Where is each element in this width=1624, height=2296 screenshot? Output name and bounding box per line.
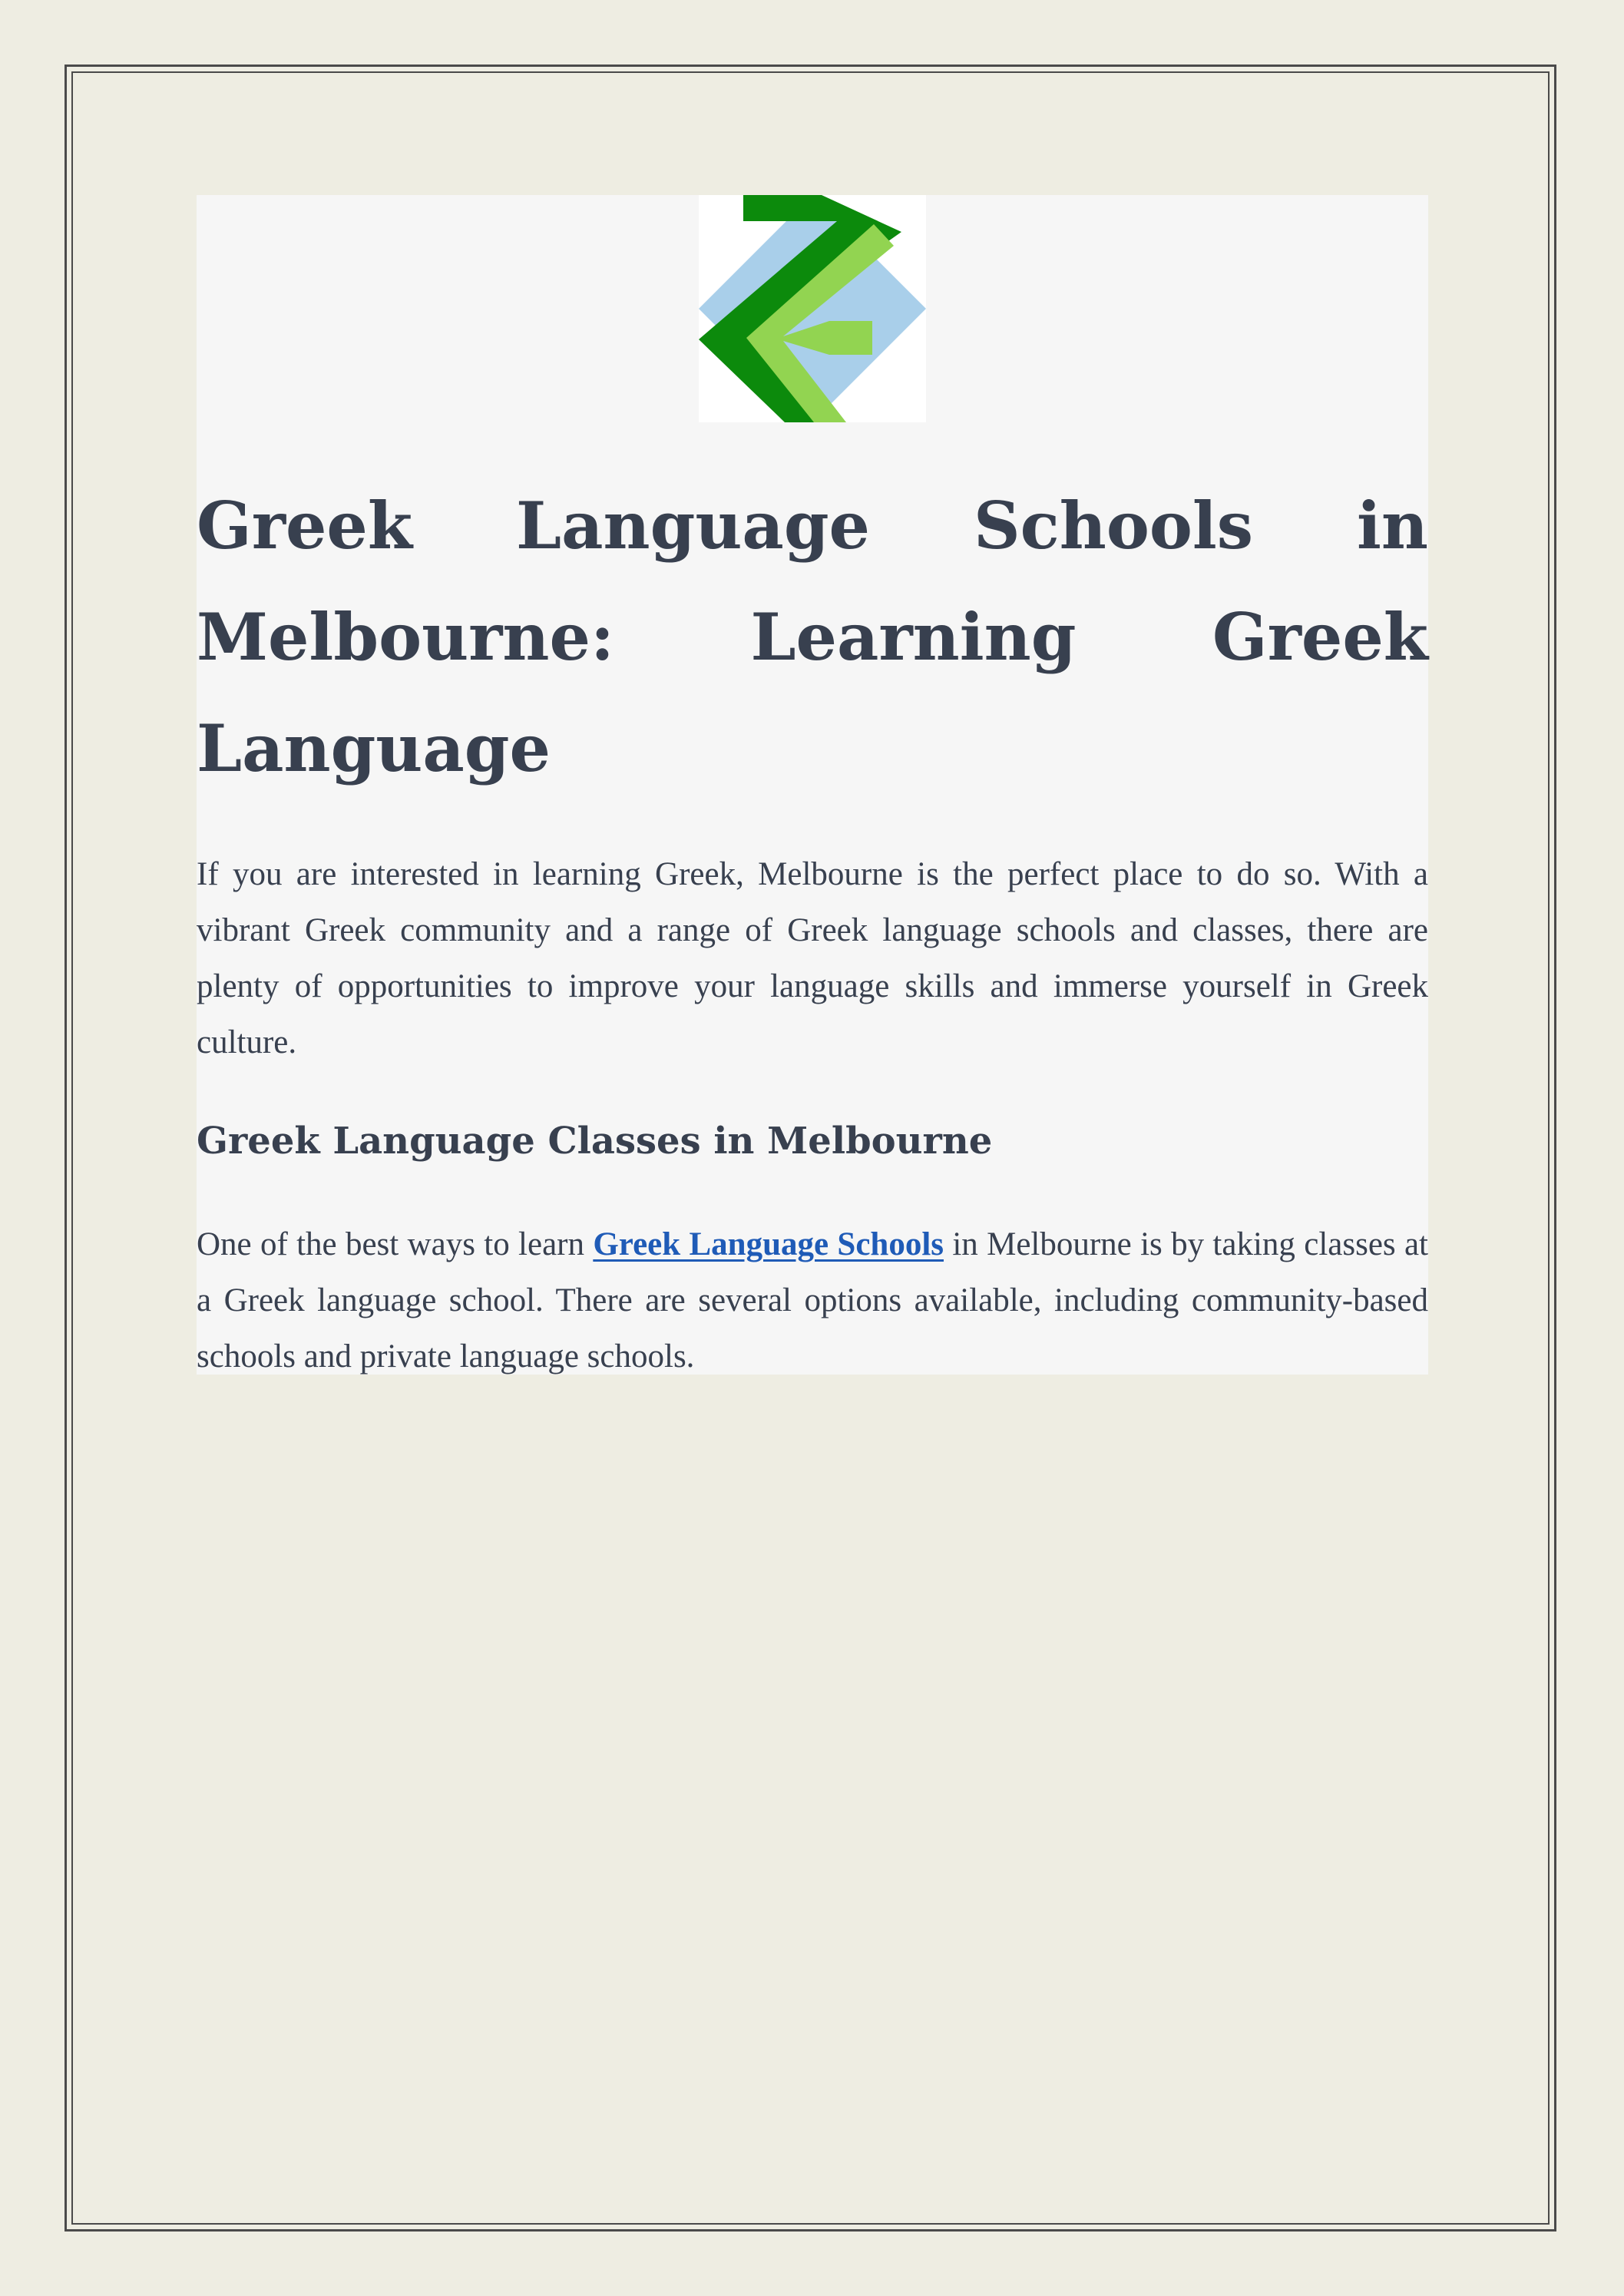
page-title: Greek Language Schools in Melbourne: Learning Greek Language: [197, 488, 1428, 786]
logo-image: [699, 195, 926, 422]
section-heading: Greek Language Classes in Melbourne: [197, 1120, 993, 1163]
greek-language-schools-link[interactable]: Greek Language Schools: [593, 1226, 944, 1262]
section-paragraph-text-after: in Melbourne is by taking classes at a Greek language school. There are several options available, including community-based schools and private language schools.: [197, 1226, 1429, 1375]
green-arrow-diamond-logo-icon: [699, 195, 926, 422]
document-content: [197, 195, 1428, 1375]
intro-paragraph: If you are interested in learning Greek, Melbourne is the perfect place to do so. With a vibrant Greek community and a range of Greek language schools and classes, there are plenty of opportunities to improve your language skills and immerse yourself in Greek culture.: [197, 856, 1428, 1060]
section-paragraph: [197, 1216, 1428, 1385]
section-paragraph-text-before: One of the best ways to learn: [197, 1226, 594, 1262]
